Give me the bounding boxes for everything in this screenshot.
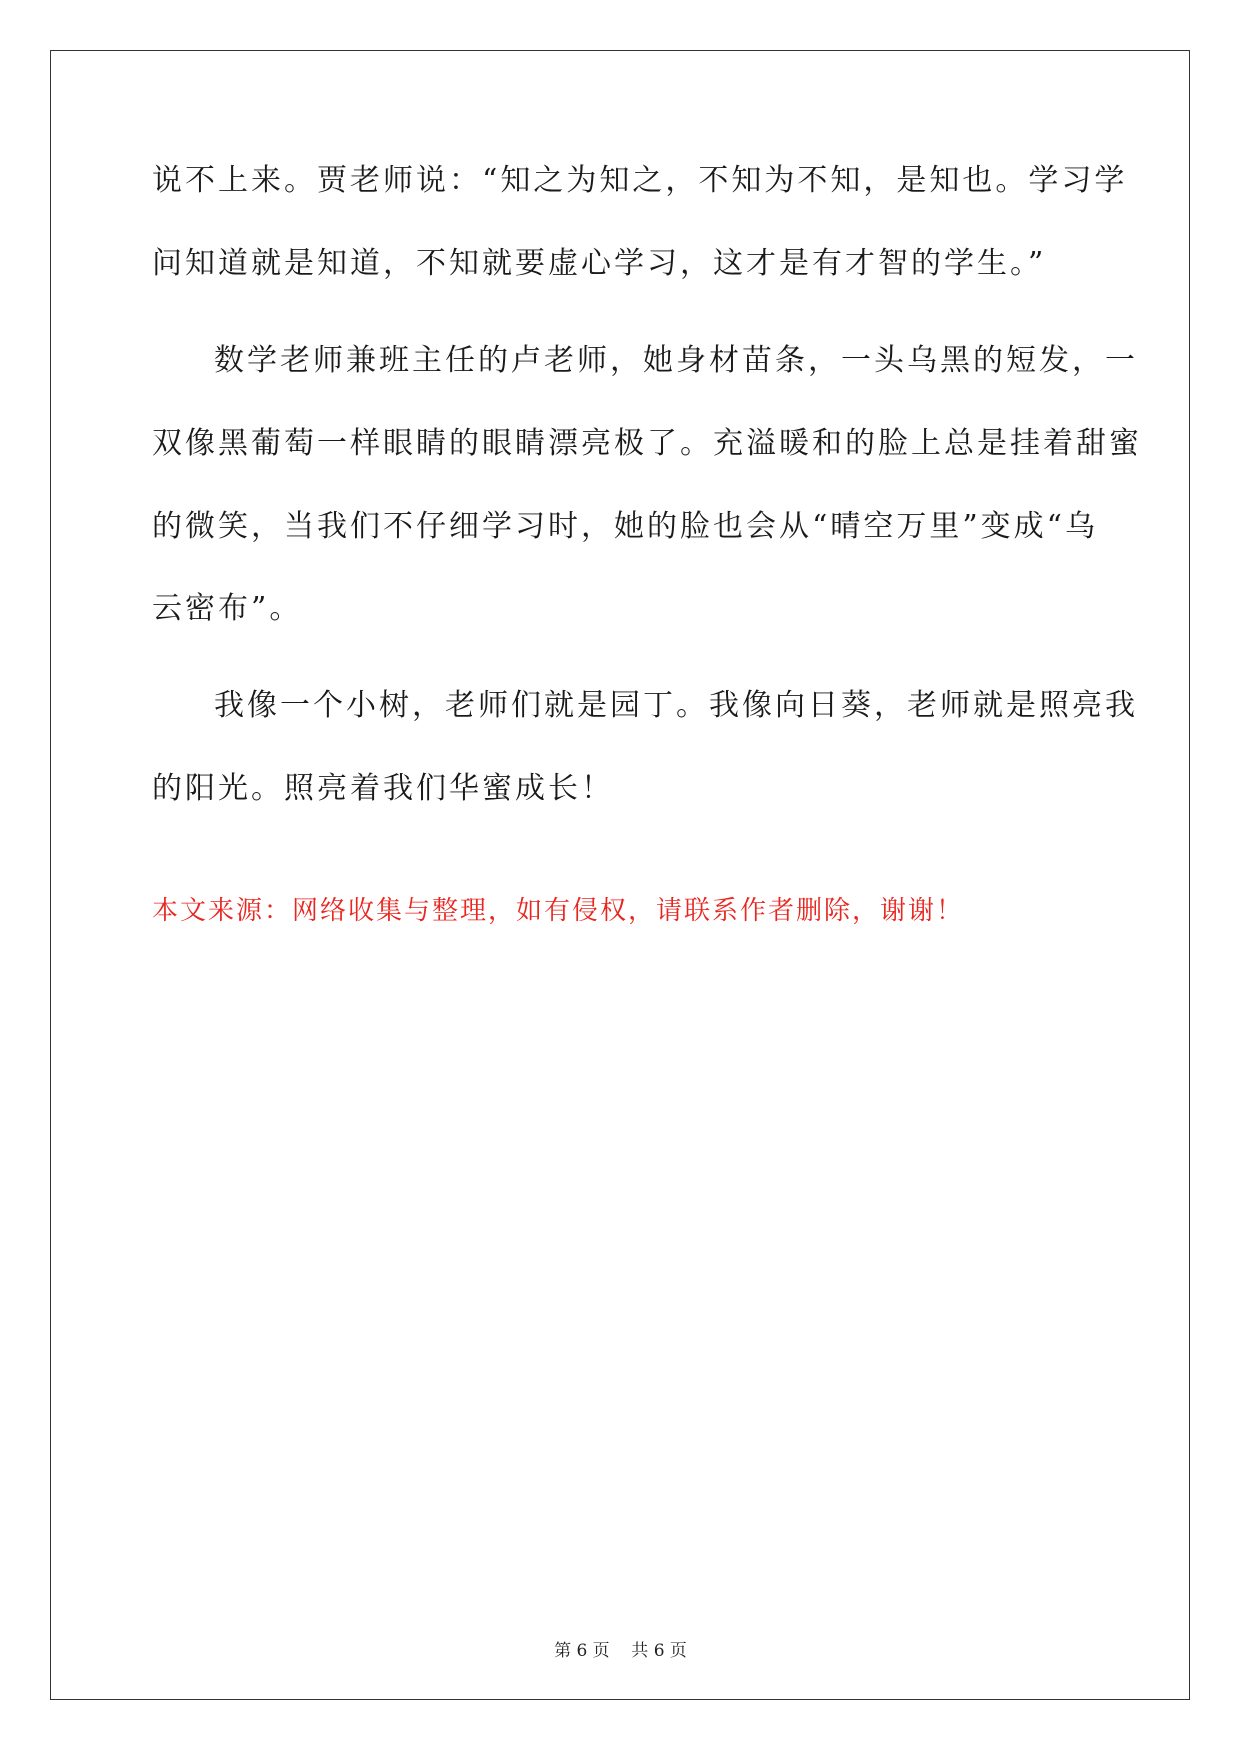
paragraph-line: 云密布”。	[152, 591, 303, 626]
paragraph-line: 的阳光。照亮着我们华蜜成长！	[152, 771, 614, 806]
paragraph-line: 的微笑，当我们不仔细学习时，她的脸也会从“晴空万里”变成“乌	[152, 509, 1099, 544]
paragraph-line: 数学老师兼班主任的卢老师，她身材苗条，一头乌黑的短发，一	[214, 343, 1138, 378]
paragraph-line: 说不上来。贾老师说：“知之为知之，不知为不知，是知也。学习学	[152, 163, 1128, 198]
page-number: 第 6 页 共 6 页	[554, 1641, 687, 1661]
source-note: 本文来源：网络收集与整理，如有侵权，请联系作者删除，谢谢！	[152, 896, 965, 926]
page-border	[50, 50, 1190, 1700]
paragraph-line: 我像一个小树，老师们就是园丁。我像向日葵，老师就是照亮我	[214, 688, 1138, 723]
paragraph-line: 问知道就是知道，不知就要虚心学习，这才是有才智的学生。”	[152, 246, 1047, 281]
paragraph-line: 双像黑葡萄一样眼睛的眼睛漂亮极了。充溢暖和的脸上总是挂着甜蜜	[152, 426, 1142, 461]
